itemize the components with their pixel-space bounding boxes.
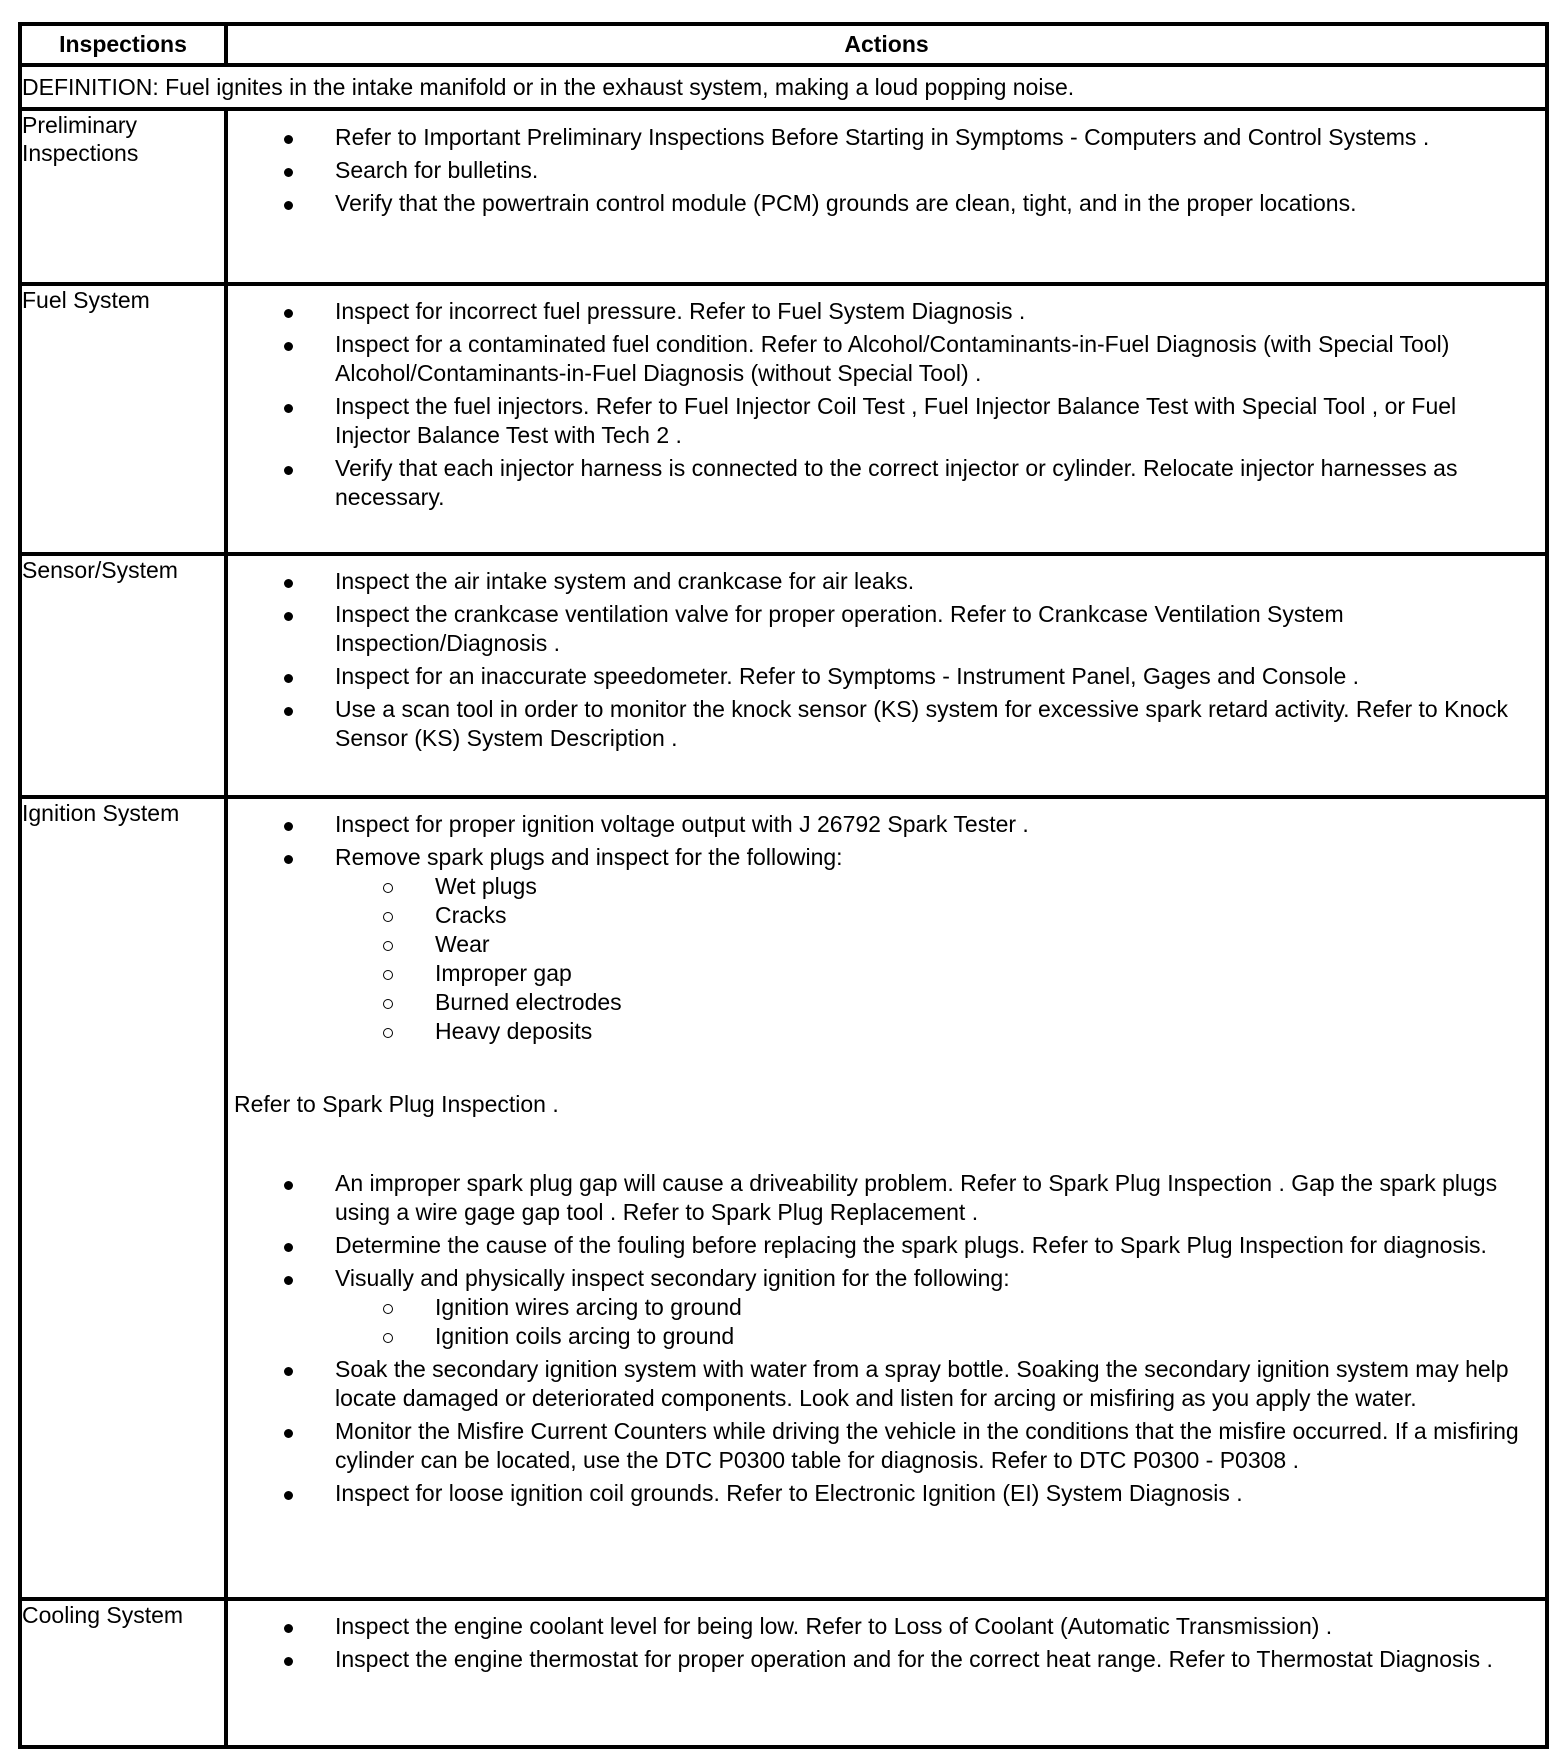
actions-cooling-system <box>226 1599 1547 1747</box>
bullet-icon <box>284 1367 293 1376</box>
actions-preliminary <box>226 109 1547 284</box>
sub-item: Cracks <box>335 901 1535 930</box>
sub-item: Wear <box>335 930 1535 959</box>
spark-plug-note: Refer to Spark Plug Inspection . <box>234 1091 559 1117</box>
bullet-icon <box>284 201 293 210</box>
bullet-icon <box>284 466 293 475</box>
action-item: Inspect the engine thermostat for proper operation and for the correct heat range. Refer to Thermostat Diagnosis . <box>228 1645 1545 1674</box>
bullet-icon <box>284 135 293 144</box>
bullet-icon <box>284 309 293 318</box>
bullet-icon <box>284 674 293 683</box>
bullet-icon <box>284 855 293 864</box>
bullet-icon <box>284 1181 293 1190</box>
definition-text: DEFINITION: Fuel ignites in the intake manifold or in the exhaust system, making a loud popping noise. <box>20 65 1547 109</box>
action-item: Use a scan tool in order to monitor the knock sensor (KS) system for excessive spark retard activity. Refer to Knock Sensor (KS) System Description . <box>228 695 1545 753</box>
bullet-icon <box>284 1276 293 1285</box>
bullet-icon <box>284 342 293 351</box>
circle-bullet-icon <box>383 999 393 1009</box>
label-preliminary: Preliminary Inspections <box>20 109 226 284</box>
action-item: Inspect the fuel injectors. Refer to Fuel Injector Coil Test , Fuel Injector Balance Test with Special Tool , or Fuel Injector Balance Test with Tech 2 . <box>228 392 1545 450</box>
action-item: Soak the secondary ignition system with water from a spray bottle. Soaking the secondary ignition system may help locate damaged or deteriorated components. Look and listen for arcing or misfiring as you apply the water. <box>228 1355 1545 1413</box>
bullet-icon <box>284 1624 293 1633</box>
bullet-icon <box>284 404 293 413</box>
secondary-checks-list <box>335 1293 1535 1351</box>
header-row <box>20 24 1547 65</box>
action-item: Visually and physically inspect secondary ignition for the following: Ignition wires arcing to ground Ignition coils arcing to ground <box>228 1264 1545 1351</box>
action-item: An improper spark plug gap will cause a driveability problem. Refer to Spark Plug Inspection . Gap the spark plugs using a wire gage gap tool . Refer to Spark Plug Replacement . <box>228 1169 1545 1227</box>
circle-bullet-icon <box>383 941 393 951</box>
action-item: Inspect the engine coolant level for being low. Refer to Loss of Coolant (Automatic Transmission) . <box>228 1612 1545 1641</box>
action-item: Verify that each injector harness is connected to the correct injector or cylinder. Relocate injector harnesses as necessary. <box>228 454 1545 512</box>
action-item: Verify that the powertrain control module (PCM) grounds are clean, tight, and in the proper locations. <box>228 189 1545 218</box>
actions-fuel-system <box>226 284 1547 554</box>
circle-bullet-icon <box>383 1304 393 1314</box>
bullet-icon <box>284 1243 293 1252</box>
bullet-icon <box>284 1429 293 1438</box>
label-cooling-system: Cooling System <box>20 1599 226 1747</box>
bullet-icon <box>284 822 293 831</box>
action-item: Inspect for an inaccurate speedometer. Refer to Symptoms - Instrument Panel, Gages and Console . <box>228 662 1545 691</box>
header-inspections: Inspections <box>20 24 226 65</box>
circle-bullet-icon <box>383 883 393 893</box>
sub-item: Heavy deposits <box>335 1017 1535 1046</box>
action-item: Refer to Important Preliminary Inspections Before Starting in Symptoms - Computers and Control Systems . <box>228 123 1545 152</box>
label-sensor-system: Sensor/System <box>20 554 226 797</box>
label-ignition-system: Ignition System <box>20 797 226 1599</box>
row-preliminary <box>20 109 1547 284</box>
action-item: Determine the cause of the fouling before replacing the spark plugs. Refer to Spark Plug Inspection for diagnosis. <box>228 1231 1545 1260</box>
header-actions: Actions <box>226 24 1547 65</box>
row-sensor-system <box>20 554 1547 797</box>
plug-conditions-list <box>335 872 1535 1046</box>
sub-item: Burned electrodes <box>335 988 1535 1017</box>
action-item: Search for bulletins. <box>228 156 1545 185</box>
bullet-icon <box>284 1657 293 1666</box>
sub-item: Wet plugs <box>335 872 1535 901</box>
sub-item: Ignition wires arcing to ground <box>335 1293 1535 1322</box>
bullet-icon <box>284 707 293 716</box>
circle-bullet-icon <box>383 1333 393 1343</box>
row-fuel-system <box>20 284 1547 554</box>
inspections-table <box>18 22 1549 1749</box>
action-item: Inspect for loose ignition coil grounds. Refer to Electronic Ignition (EI) System Diagnosis . <box>228 1479 1545 1508</box>
action-item: Inspect for a contaminated fuel condition. Refer to Alcohol/Contaminants-in-Fuel Diagnosis (with Special Tool) Alcohol/Contaminants-in-Fuel Diagnosis (without Special Tool) . <box>228 330 1545 388</box>
circle-bullet-icon <box>383 970 393 980</box>
row-ignition-system <box>20 797 1547 1599</box>
action-item: Remove spark plugs and inspect for the following: Wet plugs Cracks Wear Improper gap Burned electrodes Heavy deposits <box>228 843 1545 1046</box>
bullet-icon <box>284 612 293 621</box>
circle-bullet-icon <box>383 912 393 922</box>
bullet-icon <box>284 1491 293 1500</box>
actions-sensor-system <box>226 554 1547 797</box>
circle-bullet-icon <box>383 1028 393 1038</box>
actions-ignition-system <box>226 797 1547 1599</box>
row-cooling-system <box>20 1599 1547 1747</box>
label-fuel-system: Fuel System <box>20 284 226 554</box>
action-item: Inspect for incorrect fuel pressure. Refer to Fuel System Diagnosis . <box>228 297 1545 326</box>
action-item: Inspect the air intake system and crankcase for air leaks. <box>228 567 1545 596</box>
sub-item: Ignition coils arcing to ground <box>335 1322 1535 1351</box>
bullet-icon <box>284 168 293 177</box>
action-item: Inspect for proper ignition voltage output with J 26792 Spark Tester . <box>228 810 1545 839</box>
definition-row <box>20 65 1547 109</box>
action-item: Inspect the crankcase ventilation valve for proper operation. Refer to Crankcase Ventilation System Inspection/Diagnosis . <box>228 600 1545 658</box>
sub-item: Improper gap <box>335 959 1535 988</box>
action-item: Monitor the Misfire Current Counters while driving the vehicle in the conditions that the misfire occurred. If a misfiring cylinder can be located, use the DTC P0300 table for diagnosis. Refer to DTC P0300 - P0308 . <box>228 1417 1545 1475</box>
bullet-icon <box>284 579 293 588</box>
